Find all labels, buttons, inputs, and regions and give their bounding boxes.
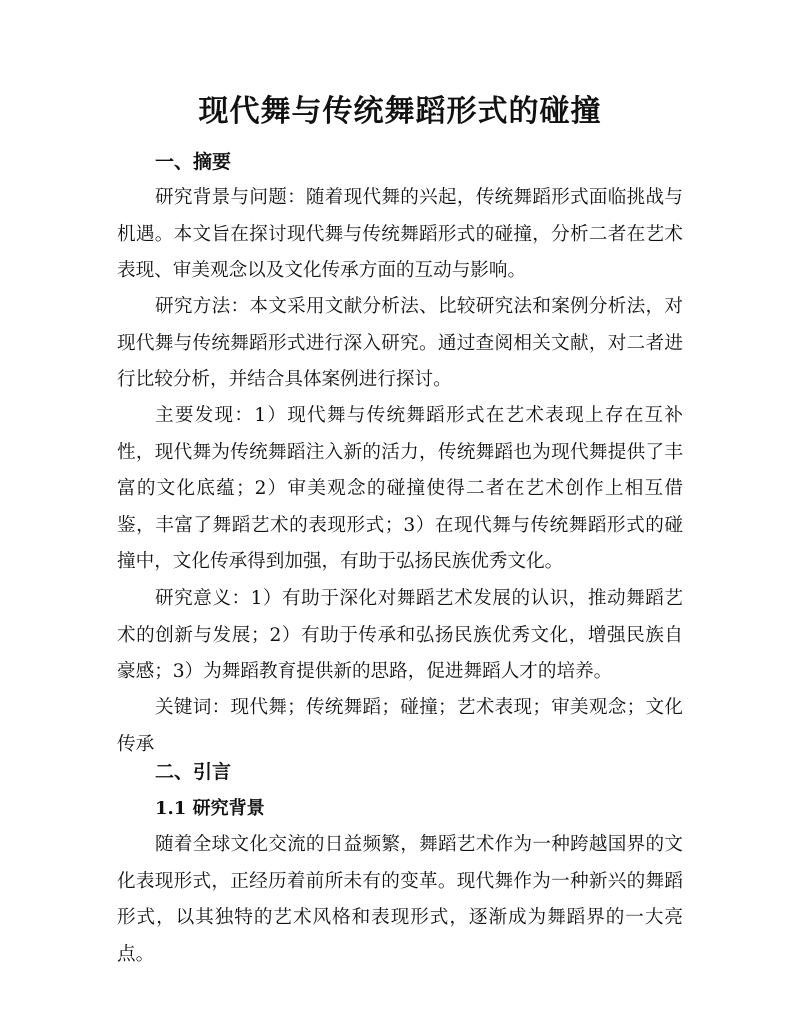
paragraph-main-findings: 主要发现：1）现代舞与传统舞蹈形式在艺术表现上存在互补性，现代舞为传统舞蹈注入新的活力，传统舞蹈也为现代舞提供了丰富的文化底蕴；2）审美观念的碰撞使得二者在艺术创作上相互借鉴，丰富了舞蹈艺术的表现形式；3）在现代舞与传统舞蹈形式的碰撞中，文化传承得到加强，有助于弘扬民族优秀文化。 — [117, 405, 683, 573]
paragraph-research-significance: 研究意义：1）有助于深化对舞蹈艺术发展的认识，推动舞蹈艺术的创新与发展；2）有助于传承和弘扬民族优秀文化，增强民族自豪感；3）为舞蹈教育提供新的思路，促进舞蹈人才的培养。 — [117, 588, 683, 683]
paragraph-research-background: 研究背景与问题：随着现代舞的兴起，传统舞蹈形式面临挑战与机遇。本文旨在探讨现代舞与传统舞蹈形式的碰撞，分析二者在艺术表现、审美观念以及文化传承方面的互动与影响。 — [117, 187, 683, 282]
paragraph-research-method: 研究方法：本文采用文献分析法、比较研究法和案例分析法，对现代舞与传统舞蹈形式进行深入研究。通过查阅相关文献，对二者进行比较分析，并结合具体案例进行探讨。 — [117, 296, 683, 391]
document-title: 现代舞与传统舞蹈形式的碰撞 — [198, 94, 602, 129]
section-heading-introduction: 二、引言 — [155, 761, 232, 783]
paragraph-introduction-background: 随着全球文化交流的日益频繁，舞蹈艺术作为一种跨越国界的文化表现形式，正经历着前所未有的变革。现代舞作为一种新兴的舞蹈形式，以其独特的艺术风格和表现形式，逐渐成为舞蹈界的一大亮点。 — [117, 834, 683, 965]
subsection-heading-background: 1.1 研究背景 — [155, 798, 265, 819]
section-heading-abstract: 一、摘要 — [155, 151, 232, 173]
paragraph-keywords: 关键词：现代舞；传统舞蹈；碰撞；艺术表现；审美观念；文化传承 — [117, 697, 683, 755]
